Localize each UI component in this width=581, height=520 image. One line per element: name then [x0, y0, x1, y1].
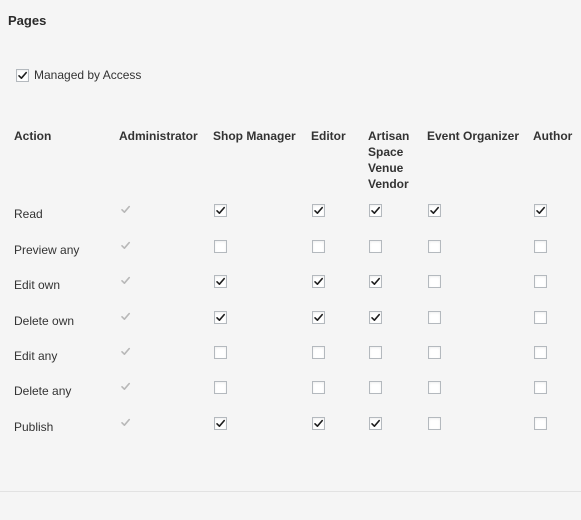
- column-header-administrator: Administrator: [119, 129, 198, 143]
- row-label: Delete any: [14, 384, 72, 398]
- checkbox-administrator: [120, 240, 131, 251]
- checkbox-editor[interactable]: [312, 311, 325, 324]
- column-header-editor: Editor: [311, 129, 346, 143]
- checkbox-event-organizer[interactable]: [428, 417, 441, 430]
- checkbox-author[interactable]: [534, 417, 547, 430]
- checkmark-icon: [120, 346, 131, 357]
- column-header-author: Author: [533, 129, 573, 143]
- checkmark-icon: [370, 276, 381, 287]
- managed-by-access-label: Managed by Access: [34, 68, 142, 82]
- checkmark-icon: [370, 312, 381, 323]
- checkbox-event-organizer[interactable]: [428, 204, 441, 217]
- column-header-event-organizer: Event Organizer: [427, 129, 520, 143]
- checkbox-author[interactable]: [534, 311, 547, 324]
- managed-by-access-option[interactable]: [16, 68, 141, 82]
- checkmark-icon: [215, 276, 226, 287]
- checkbox-artisan[interactable]: [369, 417, 382, 430]
- checkmark-icon: [120, 204, 131, 215]
- checkmark-icon: [313, 418, 324, 429]
- checkbox-artisan[interactable]: [369, 346, 382, 359]
- checkmark-icon: [313, 276, 324, 287]
- checkbox-event-organizer[interactable]: [428, 311, 441, 324]
- checkbox-author[interactable]: [534, 240, 547, 253]
- row-label: Publish: [14, 420, 54, 434]
- checkbox-author[interactable]: [534, 381, 547, 394]
- checkmark-icon: [313, 205, 324, 216]
- checkbox-administrator: [120, 346, 131, 357]
- column-header-artisan: Artisan Space Venue Vendor: [368, 129, 410, 191]
- checkmark-icon: [120, 275, 131, 286]
- checkmark-icon: [120, 417, 131, 428]
- checkbox-artisan[interactable]: [369, 240, 382, 253]
- checkbox-editor[interactable]: [312, 275, 325, 288]
- checkbox-administrator: [120, 275, 131, 286]
- checkbox-event-organizer[interactable]: [428, 240, 441, 253]
- checkbox-event-organizer[interactable]: [428, 381, 441, 394]
- checkbox-author[interactable]: [534, 204, 547, 217]
- checkbox-editor[interactable]: [312, 240, 325, 253]
- checkbox-author[interactable]: [534, 275, 547, 288]
- checkbox-editor[interactable]: [312, 417, 325, 430]
- checkmark-icon: [370, 205, 381, 216]
- checkbox-event-organizer[interactable]: [428, 346, 441, 359]
- checkbox-artisan[interactable]: [369, 275, 382, 288]
- checkbox-event-organizer[interactable]: [428, 275, 441, 288]
- checkmark-icon: [120, 381, 131, 392]
- checkbox-administrator: [120, 417, 131, 428]
- checkbox-shop-manager[interactable]: [214, 417, 227, 430]
- checkbox-editor[interactable]: [312, 346, 325, 359]
- checkbox-artisan[interactable]: [369, 204, 382, 217]
- checkbox-artisan[interactable]: [369, 381, 382, 394]
- checkbox-shop-manager[interactable]: [214, 381, 227, 394]
- checkbox-editor[interactable]: [312, 204, 325, 217]
- checkbox-shop-manager[interactable]: [214, 346, 227, 359]
- checkmark-icon: [215, 205, 226, 216]
- checkbox-administrator: [120, 311, 131, 322]
- checkbox-artisan[interactable]: [369, 311, 382, 324]
- divider: [0, 491, 581, 492]
- checkbox-shop-manager[interactable]: [214, 240, 227, 253]
- column-header-action: Action: [14, 129, 52, 143]
- checkbox-administrator: [120, 381, 131, 392]
- checkbox-shop-manager[interactable]: [214, 311, 227, 324]
- checkmark-icon: [535, 205, 546, 216]
- checkbox-shop-manager[interactable]: [214, 275, 227, 288]
- checkmark-icon: [429, 205, 440, 216]
- checkmark-icon: [120, 240, 131, 251]
- section-title: Pages: [8, 13, 47, 28]
- checkbox-shop-manager[interactable]: [214, 204, 227, 217]
- checkbox-editor[interactable]: [312, 381, 325, 394]
- row-label: Delete own: [14, 314, 75, 328]
- checkmark-icon: [120, 311, 131, 322]
- checkmark-icon: [313, 312, 324, 323]
- checkbox-author[interactable]: [534, 346, 547, 359]
- checkmark-icon: [17, 70, 28, 81]
- column-header-shop-manager: Shop Manager: [213, 129, 296, 143]
- managed-by-access-checkbox[interactable]: [16, 69, 29, 82]
- checkmark-icon: [215, 312, 226, 323]
- row-label: Edit own: [14, 278, 61, 292]
- checkbox-administrator: [120, 204, 131, 215]
- checkmark-icon: [215, 418, 226, 429]
- row-label: Preview any: [14, 243, 80, 257]
- row-label: Read: [14, 207, 43, 221]
- row-label: Edit any: [14, 349, 58, 363]
- checkmark-icon: [370, 418, 381, 429]
